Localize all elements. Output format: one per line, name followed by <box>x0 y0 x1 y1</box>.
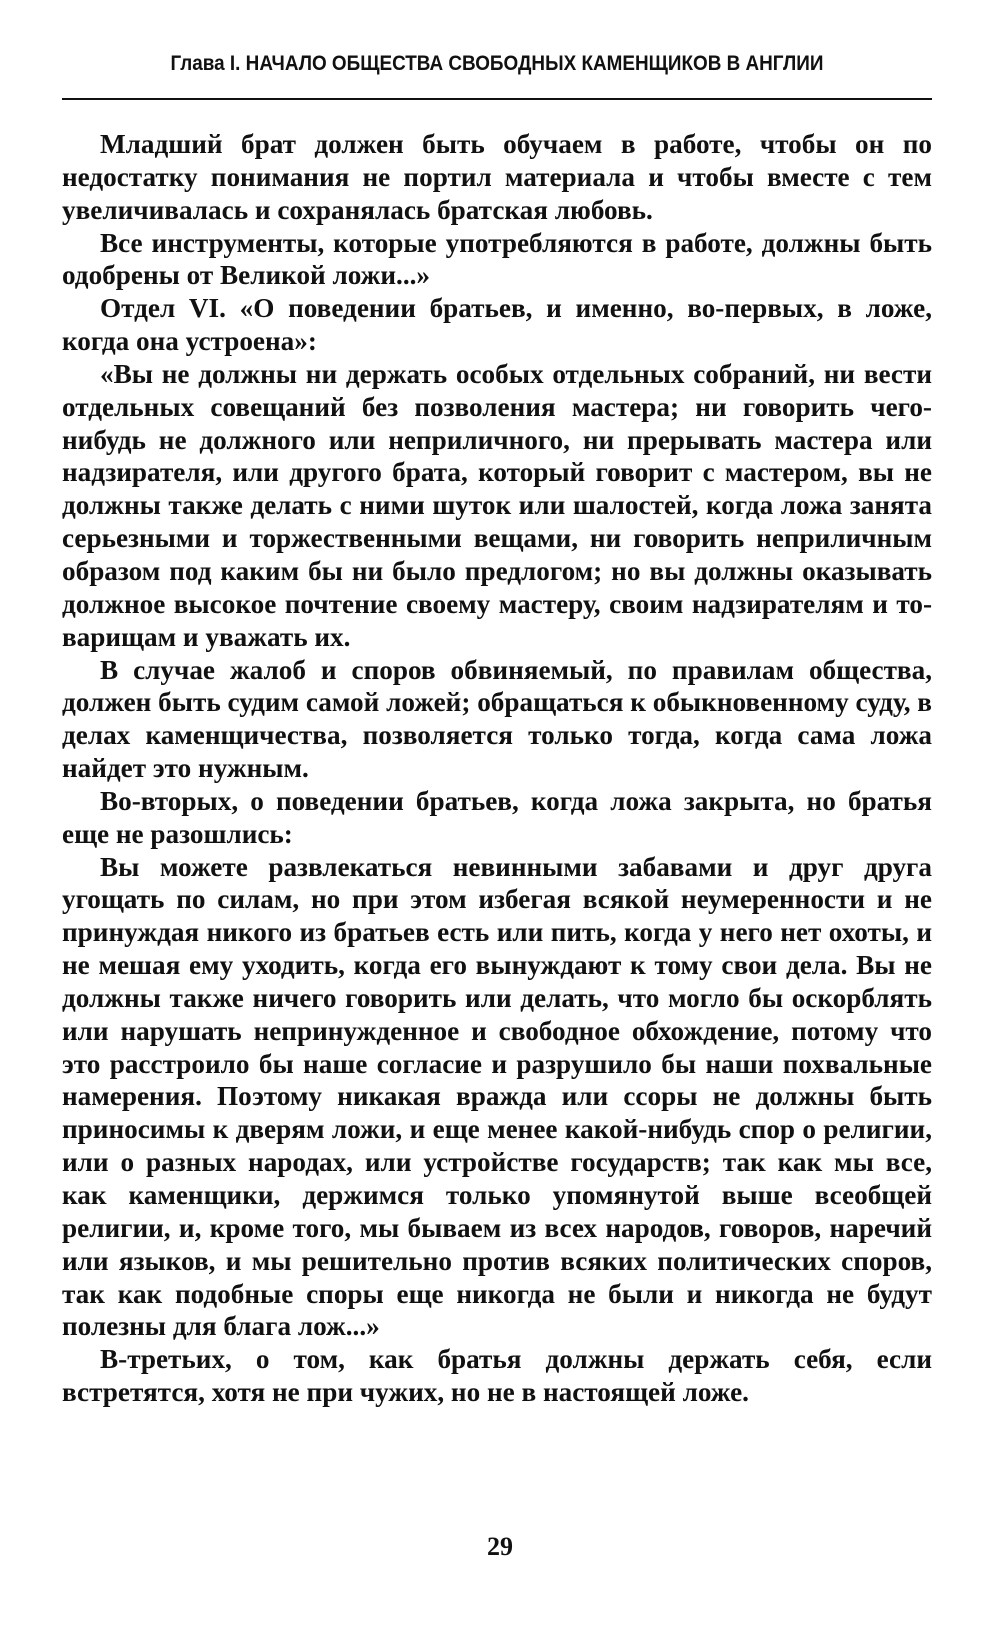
paragraph: Все инструменты, которые употребляются в работе, должны быть одобрены от Великой ложи...» <box>62 227 932 291</box>
body-text <box>62 128 932 1409</box>
paragraph: «Вы не должны ни держать особых отдельных собраний, ни вести отдельных совещаний без позволения мастера; ни говорить чего-нибудь не должного или неприличного, ни прерывать мастера или надзирателя, или другого брата, который говорит с мастером, вы не должны также делать с ними шуток или шалостей, когда ложа занята серьезными и торжественными вещами, ни говорить неприличным образом под каким бы ни было предлогом; но вы должны оказывать должное высокое почтение своему мастеру, своим надзирателям и товарищам и уважать их. <box>62 358 932 652</box>
paragraph: Младший брат должен быть обучаем в работе, чтобы он по недостатку понимания не портил материала и чтобы вместе с тем увеличивалась и сохранялась братская любовь. <box>62 129 932 225</box>
paragraph: Во-вторых, о поведении братьев, когда ложа закрыта, но братья еще не разошлись: <box>62 785 932 849</box>
page-number: 29 <box>487 1532 513 1561</box>
paragraph: В случае жалоб и споров обвиняемый, по правилам общества, должен быть судим самой ложей; обращаться к обыкновенному суду, в делах каменщичества, позволяется только тогда, когда сама ложа найдет это нужным. <box>62 654 932 784</box>
header-rule <box>62 98 932 100</box>
paragraph: В-третьих, о том, как братья должны держать себя, если встретятся, хотя не при чужих, но не в настоящей ложе. <box>62 1344 932 1408</box>
running-head: Глава I. НАЧАЛО ОБЩЕСТВА СВОБОДНЫХ КАМЕНЩИКОВ В АНГЛИИ <box>170 52 824 75</box>
paragraph: Вы можете развлекаться невинными забавами и друг друга угощать по силам, но при этом избегая всякой неумеренности и не принуждая никого из братьев есть или пить, когда у него нет охоты, и не мешая ему уходить, когда его вынуждают к тому свои дела. Вы не должны также ничего говорить или делать, что могло бы оскорблять или нарушать непринужденное и свободное обхождение, потому что это расстроило бы наше согласие и разрушило бы наши похвальные намерения. Поэтому никакая вражда или ссоры не должны быть приносимы к дверям ложи, и еще менее какой-нибудь спор о религии, или о разных народах, или устройстве государств; так как мы все, как каменщики, держимся только упомянутой выше всеобщей религии, и, кроме того, мы бываем из всех народов, говоров, наречий или языков, и мы решительно против всяких политических споров, так как подобные споры еще никогда не были и никогда не будут полезны для блага лож...» <box>62 851 932 1342</box>
paragraph: Отдел VI. «О поведении братьев, и именно, во-первых, в ложе, когда она устроена»: <box>62 293 932 357</box>
